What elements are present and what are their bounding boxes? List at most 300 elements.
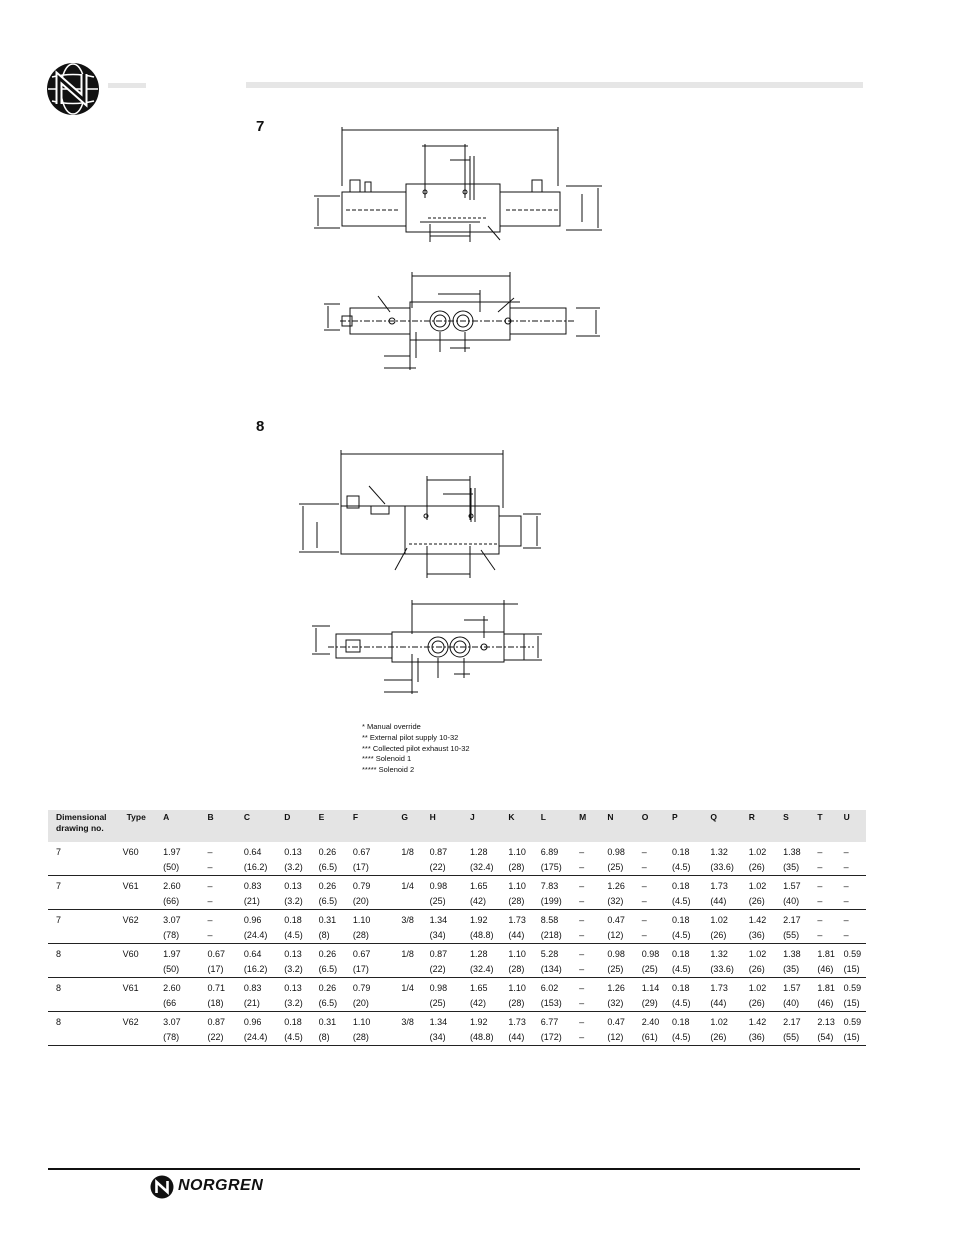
table-cell: 0.18 [671, 914, 690, 925]
table-cell: 0.98 [429, 982, 448, 993]
table-row [48, 962, 866, 978]
column-header: P [672, 810, 710, 842]
table-cell: (46) [817, 996, 843, 1012]
table-cell: (3.2) [284, 860, 318, 876]
table-cell: (28) [353, 1030, 401, 1046]
column-header: R [749, 810, 783, 842]
table-cell: (4.5) [672, 860, 710, 876]
table-cell: (26) [749, 860, 783, 876]
table-cell: 0.59 [843, 948, 862, 959]
table-cell: 1.28 [470, 846, 488, 857]
column-header: K [508, 810, 540, 842]
table-cell: (61) [642, 1030, 672, 1046]
column-header: C [244, 810, 284, 842]
table-cell: (22) [208, 1030, 244, 1046]
table-cell: (16.2) [244, 962, 284, 978]
table-cell: 1.10 [508, 948, 526, 959]
table-cell: (25) [607, 860, 641, 876]
table-cell: (12) [607, 1030, 641, 1046]
column-header: D [284, 810, 318, 842]
table-cell [401, 928, 429, 944]
table-cell: 3.07 [163, 914, 181, 925]
table-cell: 1.14 [641, 982, 660, 993]
table-cell: (32.4) [470, 860, 508, 876]
table-cell: 1/4 [401, 880, 414, 891]
table-cell: 0.31 [318, 1016, 337, 1027]
table-cell: – [641, 846, 647, 857]
table-cell: 7 [56, 880, 62, 891]
table-cell: 7 [56, 846, 62, 857]
table-cell: – [208, 928, 244, 944]
table-cell: 7.83 [540, 880, 559, 891]
drawing-number-8: 8 [256, 418, 265, 435]
table-cell: (21) [244, 996, 284, 1012]
table-cell: 1.73 [508, 914, 526, 925]
table-cell: 3/8 [401, 914, 414, 925]
table-cell: 0.64 [243, 846, 262, 857]
table-cell: – [844, 894, 866, 910]
table-cell: 1.10 [508, 880, 526, 891]
table-cell: 1.02 [710, 914, 728, 925]
table-cell: (17) [353, 860, 401, 876]
table-cell: (15) [844, 1030, 866, 1046]
table-cell: 8 [56, 1016, 62, 1027]
table-cell: (42) [470, 894, 508, 910]
table-cell: – [579, 894, 607, 910]
table-cell: 6.89 [540, 846, 559, 857]
column-header: A [163, 810, 207, 842]
table-cell: (22) [430, 962, 470, 978]
table-row [48, 978, 866, 996]
table-cell: – [579, 880, 585, 891]
table-cell: (175) [541, 860, 579, 876]
table-cell [111, 996, 164, 1012]
table-cell: (26) [710, 928, 748, 944]
table-cell: – [579, 1016, 585, 1027]
drawing-number-7: 7 [256, 118, 265, 135]
table-cell: 0.18 [671, 982, 690, 993]
table-row [48, 1012, 866, 1030]
table-cell: 1.38 [783, 846, 801, 857]
table-cell: (36) [749, 1030, 783, 1046]
table-cell: 0.96 [243, 914, 262, 925]
table-cell: 0.59 [843, 982, 862, 993]
table-cell: (66 [163, 996, 207, 1012]
table-cell: (21) [244, 894, 284, 910]
table-cell: 8 [56, 982, 62, 993]
table-cell: 6.02 [540, 982, 559, 993]
table-cell [111, 928, 164, 944]
table-cell: 0.83 [243, 982, 262, 993]
table-cell: – [579, 996, 607, 1012]
table-cell: (48.8) [470, 928, 508, 944]
table-cell: 1.02 [710, 1016, 728, 1027]
table-cell: 1.73 [710, 982, 728, 993]
table-cell: (24.4) [244, 1030, 284, 1046]
table-cell: 1.38 [783, 948, 801, 959]
table-cell [48, 1030, 111, 1046]
table-cell: – [642, 928, 672, 944]
table-cell: 0.87 [207, 1016, 226, 1027]
table-cell: 1.02 [748, 948, 767, 959]
norgren-globe-logo [46, 62, 100, 116]
table-row [48, 842, 866, 860]
table-cell: (16.2) [244, 860, 284, 876]
table-cell: (8) [319, 928, 353, 944]
table-cell: (20) [353, 996, 401, 1012]
table-cell: (20) [353, 894, 401, 910]
table-cell: (24.4) [244, 928, 284, 944]
table-cell: 1/4 [401, 982, 414, 993]
table-cell: 1.28 [470, 948, 488, 959]
table-cell: – [579, 914, 585, 925]
table-cell: (55) [783, 928, 817, 944]
table-cell: – [641, 880, 647, 891]
table-cell: (35) [783, 860, 817, 876]
table-cell: – [817, 860, 843, 876]
table-cell: 1.73 [508, 1016, 526, 1027]
table-cell [401, 996, 429, 1012]
table-cell: (3.2) [284, 962, 318, 978]
table-cell: – [817, 880, 823, 891]
table-cell: 1.10 [352, 1016, 371, 1027]
table-cell: 2.40 [641, 1016, 660, 1027]
table-cell: (6.5) [319, 962, 353, 978]
note-solenoid-1: **** Solenoid 1 [362, 754, 412, 764]
table-cell [111, 1030, 164, 1046]
table-cell: 0.98 [607, 948, 625, 959]
drawing-8-front-view [295, 448, 545, 584]
column-header: Dimensional drawing no. [48, 810, 111, 842]
table-cell: V61 [122, 880, 139, 891]
table-cell: – [579, 962, 607, 978]
table-cell: (4.5) [672, 996, 710, 1012]
table-cell: 0.98 [429, 880, 448, 891]
table-cell: (42) [470, 996, 508, 1012]
table-cell: (4.5) [672, 894, 710, 910]
column-header: H [430, 810, 470, 842]
table-cell: (25) [642, 962, 672, 978]
table-cell: (44) [710, 996, 748, 1012]
table-cell: 2.17 [783, 1016, 801, 1027]
table-cell: (17) [208, 962, 244, 978]
column-header: Type [111, 810, 164, 842]
table-cell: 0.98 [641, 948, 660, 959]
table-cell: (46) [817, 962, 843, 978]
footer-rule [48, 1168, 860, 1170]
table-cell [401, 894, 429, 910]
column-header: S [783, 810, 817, 842]
table-row [48, 928, 866, 944]
table-cell: 0.59 [843, 1016, 862, 1027]
table-cell: 1.42 [748, 1016, 767, 1027]
table-row [48, 944, 866, 962]
table-cell: 1.10 [508, 846, 526, 857]
table-cell: – [843, 846, 849, 857]
table-cell: (3.2) [284, 894, 318, 910]
table-cell: (25) [430, 996, 470, 1012]
table-cell [48, 894, 111, 910]
table-cell: (26) [710, 1030, 748, 1046]
table-cell: (32) [607, 894, 641, 910]
table-cell: 1.26 [607, 880, 625, 891]
table-row [48, 910, 866, 928]
table-cell [48, 860, 111, 876]
table-cell: – [843, 914, 849, 925]
note-solenoid-2: ***** Solenoid 2 [362, 765, 415, 775]
norgren-n-logo [150, 1175, 174, 1199]
table-cell: 1.42 [748, 914, 767, 925]
table-cell: (40) [783, 996, 817, 1012]
table-cell: 0.79 [352, 982, 371, 993]
table-cell: 0.13 [284, 846, 302, 857]
table-cell: 1/8 [401, 948, 414, 959]
table-cell: – [579, 860, 607, 876]
table-cell: 1.65 [470, 880, 488, 891]
table-cell: (6.5) [319, 996, 353, 1012]
table-cell: (134) [541, 962, 579, 978]
table-cell: – [579, 846, 585, 857]
table-cell: (36) [749, 928, 783, 944]
note-manual-override: * Manual override [362, 722, 421, 731]
table-cell: (44) [710, 894, 748, 910]
table-cell: 1.34 [429, 914, 448, 925]
table-cell: – [817, 914, 823, 925]
column-header: O [642, 810, 672, 842]
table-cell: 1.02 [748, 846, 767, 857]
table-cell: 1.57 [783, 982, 801, 993]
table-row [48, 894, 866, 910]
table-cell: 1.81 [817, 982, 835, 993]
table-cell: (66) [163, 894, 207, 910]
table-cell: 7 [56, 914, 62, 925]
table-cell: 5.28 [540, 948, 559, 959]
table-cell: 0.47 [607, 914, 625, 925]
table-cell: 0.64 [243, 948, 262, 959]
table-cell: 0.31 [318, 914, 337, 925]
table-cell: (33.6) [710, 860, 748, 876]
table-cell: – [579, 928, 607, 944]
column-header: U [844, 810, 866, 842]
table-cell: (15) [844, 996, 866, 1012]
table-cell: (4.5) [284, 1030, 318, 1046]
table-cell: V62 [122, 1016, 139, 1027]
note-external-pilot: ** External pilot supply 10-32 [362, 732, 459, 742]
table-cell: (28) [508, 860, 540, 876]
table-cell: (4.5) [672, 928, 710, 944]
table-cell: 0.67 [207, 948, 226, 959]
table-cell: (4.5) [672, 1030, 710, 1046]
table-row [48, 996, 866, 1012]
table-cell: 0.79 [352, 880, 371, 891]
table-cell [401, 962, 429, 978]
table-cell: 0.87 [429, 948, 448, 959]
column-header: E [319, 810, 353, 842]
table-cell: 0.13 [284, 880, 302, 891]
table-cell: 1.02 [748, 880, 767, 891]
table-cell: 2.13 [817, 1016, 835, 1027]
table-cell: – [844, 860, 866, 876]
table-cell: – [817, 846, 823, 857]
table-cell: 2.60 [163, 880, 181, 891]
table-cell: (25) [607, 962, 641, 978]
table-cell: 1.81 [817, 948, 835, 959]
table-cell: (34) [430, 1030, 470, 1046]
table-cell: (172) [541, 1030, 579, 1046]
table-cell: 0.18 [671, 1016, 690, 1027]
notes-block [362, 722, 470, 776]
table-cell: 0.67 [352, 948, 371, 959]
table-cell: 2.60 [163, 982, 181, 993]
table-cell: – [642, 860, 672, 876]
table-cell: 0.87 [429, 846, 448, 857]
table-cell: 0.18 [671, 880, 690, 891]
table-cell: (78) [163, 928, 207, 944]
table-cell [111, 962, 164, 978]
table-cell: 1.65 [470, 982, 488, 993]
column-header: N [607, 810, 641, 842]
header-rule-right [246, 82, 863, 88]
table-cell: (25) [430, 894, 470, 910]
table-row [48, 876, 866, 894]
table-cell: 0.67 [352, 846, 371, 857]
table-cell: (35) [783, 962, 817, 978]
column-header: M [579, 810, 607, 842]
table-cell: (3.2) [284, 996, 318, 1012]
footer-brand: NORGREN [178, 1177, 264, 1194]
table-cell: – [207, 880, 213, 891]
table-cell: 1.34 [429, 1016, 448, 1027]
table-cell: – [817, 928, 843, 944]
table-cell: – [207, 914, 213, 925]
table-cell: (4.5) [672, 962, 710, 978]
table-cell [111, 894, 164, 910]
table-cell: (218) [541, 928, 579, 944]
table-cell: 1.92 [470, 914, 488, 925]
table-cell: 0.26 [318, 948, 337, 959]
table-cell: 1.26 [607, 982, 625, 993]
table-cell: (44) [508, 1030, 540, 1046]
table-cell: (15) [844, 962, 866, 978]
table-cell: (6.5) [319, 860, 353, 876]
table-cell: 0.83 [243, 880, 262, 891]
table-cell: (44) [508, 928, 540, 944]
table-cell: 1.97 [163, 948, 181, 959]
column-header: J [470, 810, 508, 842]
table-cell: V62 [122, 914, 139, 925]
table-row [48, 860, 866, 876]
table-cell: V61 [122, 982, 139, 993]
table-cell: 0.71 [207, 982, 226, 993]
table-cell: 0.13 [284, 982, 302, 993]
note-collected-exhaust: *** Collected pilot exhaust 10-32 [362, 743, 470, 753]
table-cell: (26) [749, 962, 783, 978]
header-rule-left [108, 83, 146, 88]
table-cell: – [579, 1030, 607, 1046]
table-cell [48, 928, 111, 944]
table-cell: (55) [783, 1030, 817, 1046]
table-cell [401, 860, 429, 876]
table-cell [111, 860, 164, 876]
table-cell: (26) [749, 894, 783, 910]
table-cell: – [817, 894, 843, 910]
table-cell: 0.26 [318, 846, 337, 857]
drawing-7-top-view [320, 268, 610, 378]
table-cell: 1.10 [508, 982, 526, 993]
table-cell: 0.26 [318, 982, 337, 993]
table-cell: (50) [163, 860, 207, 876]
table-cell: 1.97 [163, 846, 181, 857]
table-cell: – [579, 982, 585, 993]
table-cell: – [579, 948, 585, 959]
table-cell: (17) [353, 962, 401, 978]
table-cell [401, 1030, 429, 1046]
table-cell: (6.5) [319, 894, 353, 910]
table-cell: 8 [56, 948, 62, 959]
table-cell: 0.47 [607, 1016, 625, 1027]
table-cell: (50) [163, 962, 207, 978]
table-cell: (4.5) [284, 928, 318, 944]
table-cell: – [641, 914, 647, 925]
column-header: T [817, 810, 843, 842]
table-cell: (153) [541, 996, 579, 1012]
drawing-8-top-view [308, 596, 546, 700]
table-cell [48, 962, 111, 978]
column-header: G [401, 810, 429, 842]
table-cell: V60 [122, 846, 139, 857]
table-cell: 1.10 [352, 914, 371, 925]
table-cell: 0.18 [284, 1016, 302, 1027]
table-cell [48, 996, 111, 1012]
table-cell: (32.4) [470, 962, 508, 978]
table-cell: (32) [607, 996, 641, 1012]
table-cell: – [843, 880, 849, 891]
table-cell: 0.18 [284, 914, 302, 925]
table-cell: (28) [508, 962, 540, 978]
table-cell: 0.98 [607, 846, 625, 857]
table-cell: (40) [783, 894, 817, 910]
column-header: L [541, 810, 579, 842]
table-cell: (33.6) [710, 962, 748, 978]
table-cell: (48.8) [470, 1030, 508, 1046]
drawing-7-front-view [310, 126, 610, 254]
table-cell: 0.96 [243, 1016, 262, 1027]
table-cell: 1/8 [401, 846, 414, 857]
table-cell: 1.32 [710, 846, 728, 857]
table-cell: V60 [122, 948, 139, 959]
table-cell: 1.32 [710, 948, 728, 959]
table-cell: 1.92 [470, 1016, 488, 1027]
table-cell: 3/8 [401, 1016, 414, 1027]
table-cell: – [208, 894, 244, 910]
table-cell: (28) [353, 928, 401, 944]
table-cell: (199) [541, 894, 579, 910]
table-cell: 1.02 [748, 982, 767, 993]
table-row [48, 1030, 866, 1046]
table-cell: 0.26 [318, 880, 337, 891]
table-cell: (22) [430, 860, 470, 876]
table-cell: 0.13 [284, 948, 302, 959]
table-cell: (29) [642, 996, 672, 1012]
table-cell: 3.07 [163, 1016, 181, 1027]
table-cell: (78) [163, 1030, 207, 1046]
table-cell: (28) [508, 996, 540, 1012]
table-cell: (8) [319, 1030, 353, 1046]
table-cell: 0.18 [671, 846, 690, 857]
table-cell: (28) [508, 894, 540, 910]
table-cell: 6.77 [540, 1016, 559, 1027]
table-cell: – [207, 846, 213, 857]
